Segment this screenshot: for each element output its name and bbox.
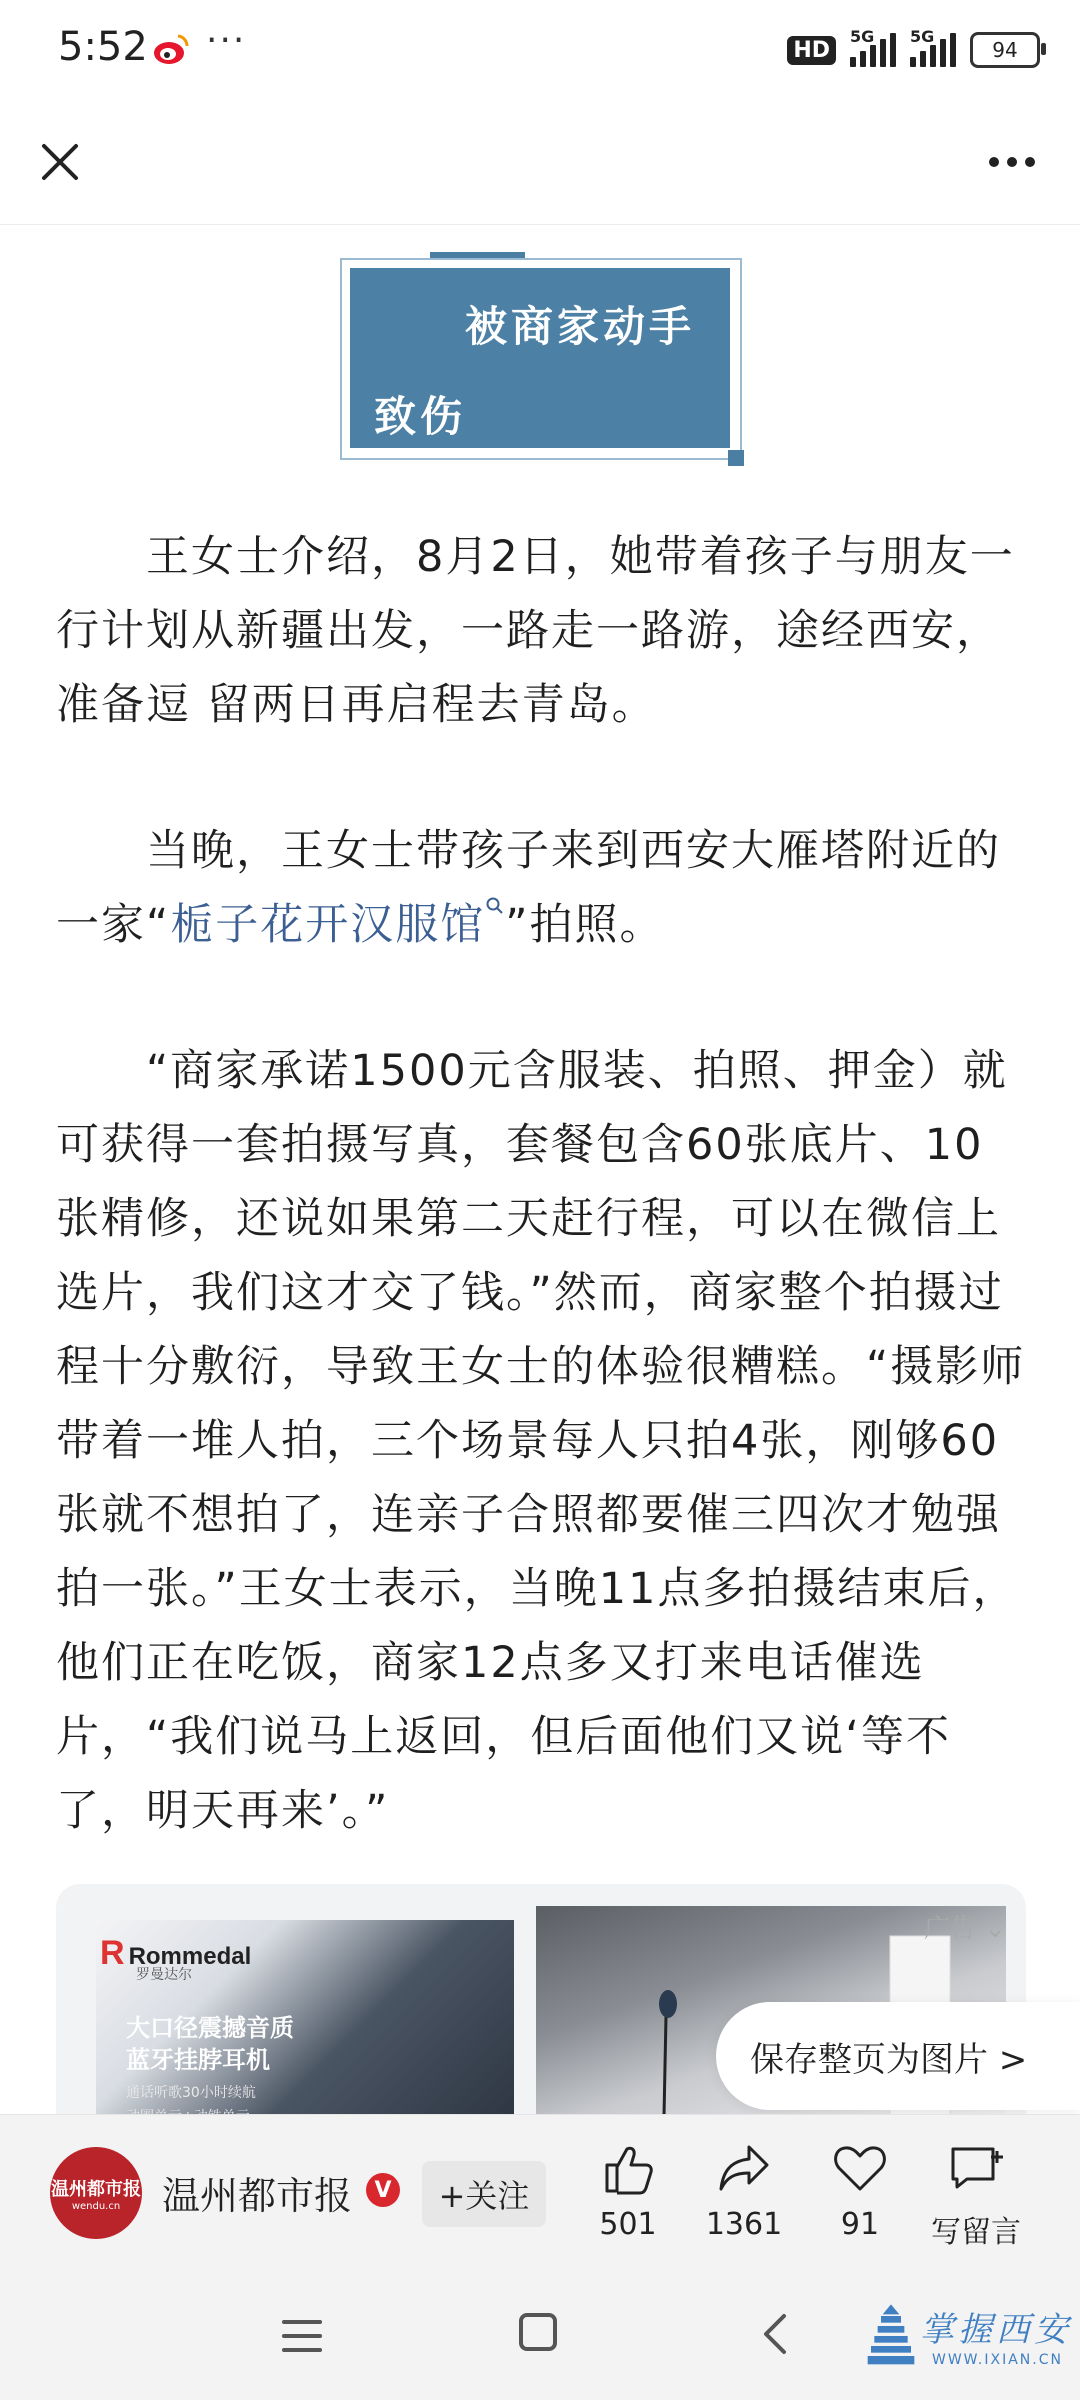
paragraph-2-text: 当晚，王女士带孩子来到西安大雁塔附近的一家“ bbox=[56, 826, 1001, 950]
status-bar bbox=[0, 0, 1080, 100]
ad-image-left[interactable] bbox=[96, 1920, 514, 2120]
follow-button[interactable]: +关注 bbox=[422, 2161, 546, 2227]
home-icon[interactable] bbox=[518, 2312, 558, 2352]
article-body bbox=[56, 520, 1026, 1920]
ad-brand-sub: 罗曼达尔 bbox=[136, 1967, 192, 1983]
ad-line-3: 通话听歌30小时续航 bbox=[126, 2085, 256, 2101]
pagoda-logo-icon bbox=[866, 2298, 916, 2374]
headline-corner bbox=[728, 450, 744, 466]
author-avatar[interactable] bbox=[50, 2147, 142, 2239]
paragraph-2 bbox=[56, 814, 1026, 962]
headline-box bbox=[350, 268, 730, 448]
status-indicators bbox=[787, 27, 1040, 70]
watermark-sub: WWW.IXIAN.CN bbox=[932, 2352, 1063, 2368]
ad-label[interactable]: 广告 ⌄ bbox=[923, 1914, 1006, 1944]
like-count: 501 bbox=[599, 2207, 657, 2242]
battery-icon bbox=[970, 32, 1040, 68]
paragraph-2-text-end: ”拍照。 bbox=[505, 900, 665, 950]
ad-brand: R Rommedal bbox=[100, 1934, 252, 1972]
favorite-button[interactable] bbox=[800, 2139, 920, 2259]
ad-title-1: 大口径震撼音质 bbox=[126, 2014, 294, 2042]
hd-badge: HD bbox=[787, 36, 836, 65]
avatar-sub: wendu.cn bbox=[71, 2200, 121, 2212]
status-more-dots: ··· bbox=[206, 20, 247, 61]
heart-icon bbox=[831, 2139, 889, 2197]
watermark bbox=[860, 2294, 1080, 2384]
signal-icon bbox=[850, 27, 896, 67]
thumbs-up-icon bbox=[599, 2139, 657, 2197]
headline-line1: 被商家动手 bbox=[465, 302, 696, 351]
share-button[interactable] bbox=[684, 2139, 804, 2259]
paragraph-1: 王女士介绍，8月2日，她带着孩子与朋友一行计划从新疆出发，一路走一路游，途经西安，准备逗 留两日再启程去青岛。 bbox=[56, 532, 1015, 730]
network-label-2: 5G bbox=[910, 27, 935, 46]
comment-icon bbox=[947, 2139, 1005, 2197]
weibo-icon bbox=[152, 30, 190, 68]
favorite-count: 91 bbox=[840, 2207, 880, 2242]
ad-title-2: 蓝牙挂脖耳机 bbox=[126, 2046, 270, 2074]
save-page-as-image-button[interactable]: 保存整页为图片 > bbox=[716, 2002, 1080, 2110]
like-button[interactable] bbox=[568, 2139, 688, 2259]
section-headline bbox=[340, 258, 740, 458]
bottom-action-bar bbox=[0, 2114, 1080, 2273]
more-icon[interactable] bbox=[972, 130, 1052, 194]
network-label: 5G bbox=[850, 27, 875, 46]
verified-badge: V bbox=[366, 2173, 400, 2207]
paragraph-3: “商家承诺1500元含服装、拍照、押金）就可获得一套拍摄写真，套餐包含60张底片、10张精修，还说如果第二天赶行程，可以在微信上选片，我们这才交了钱。”然而，商家整个拍摄过程十分敷衍，导致王女士的体验很糟糕。“摄影师带着一堆人拍，三个场景每人只拍4张，刚够60张就不想拍了，连亲子合照都要催三四次才勉强拍一张。”王女士表示，当晚11点多拍摄结束后，他们正在吃饭，商家12点多又打来电话催选片，“我们说马上返回，但后面他们又说‘等不了，明天再来’。” bbox=[56, 1046, 1026, 1836]
status-time: 5:52 bbox=[58, 24, 148, 70]
watermark-text: 掌握西安 bbox=[920, 2310, 1072, 2350]
share-icon bbox=[715, 2139, 773, 2197]
close-icon[interactable] bbox=[28, 130, 92, 194]
comment-button[interactable] bbox=[916, 2139, 1036, 2259]
headline-line2: 致伤 bbox=[374, 392, 467, 441]
signal-icon-2 bbox=[910, 27, 956, 67]
menu-icon[interactable] bbox=[280, 2316, 324, 2356]
battery-level: 94 bbox=[992, 38, 1018, 62]
top-nav bbox=[0, 100, 1080, 225]
share-count: 1361 bbox=[705, 2207, 783, 2242]
ad-brand-text: Rommedal bbox=[128, 1943, 252, 1970]
author-name[interactable]: 温州都市报 bbox=[162, 2174, 353, 2218]
comment-label: 写留言 bbox=[931, 2215, 1021, 2250]
back-icon[interactable] bbox=[756, 2312, 796, 2356]
search-icon[interactable] bbox=[485, 896, 505, 916]
avatar-text: 温州都市报 bbox=[51, 2178, 141, 2200]
shop-name-link[interactable]: 栀子花开汉服馆 bbox=[170, 900, 486, 950]
system-nav-bar bbox=[0, 2272, 1080, 2400]
